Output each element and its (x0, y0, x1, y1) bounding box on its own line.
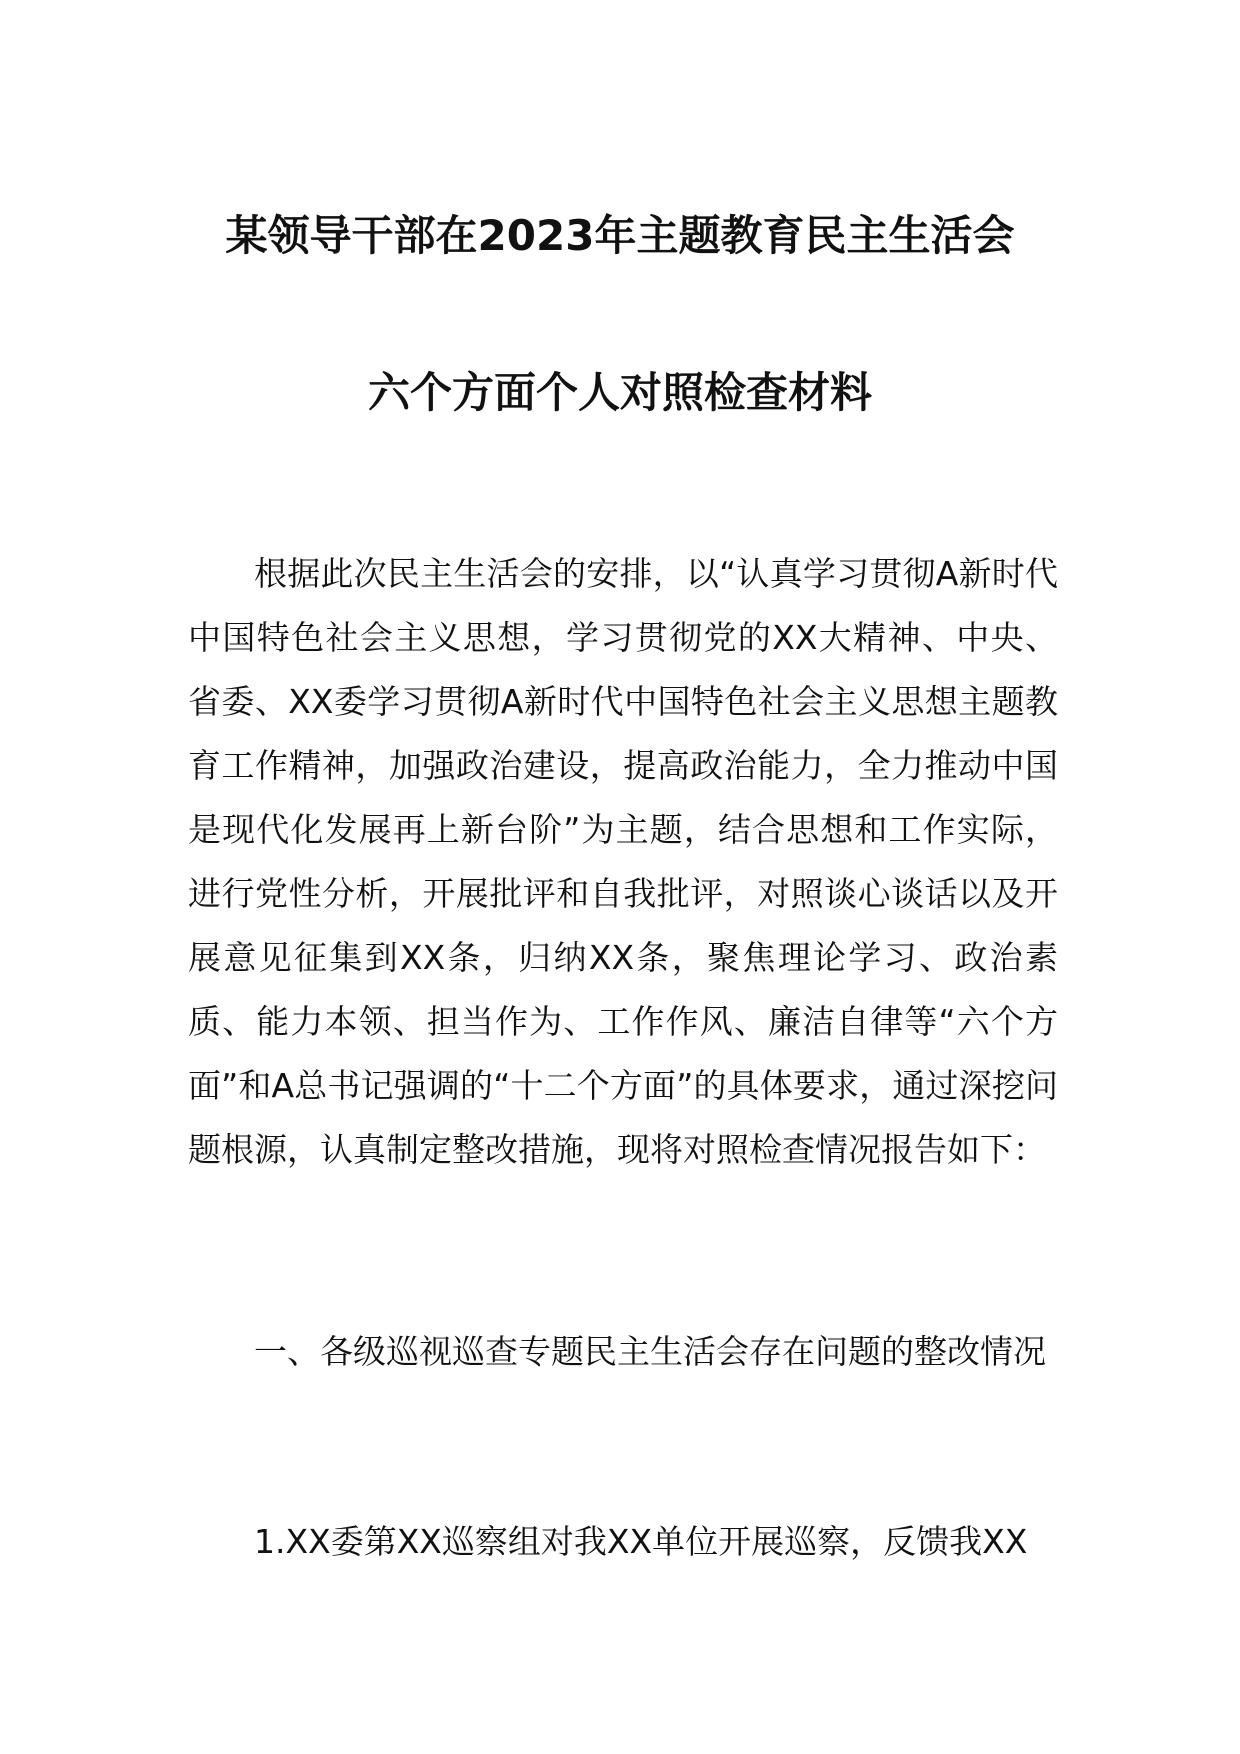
section-heading-block (188, 1320, 1058, 1384)
document-title-line-2: 六个方面个人对照检查材料 (367, 368, 872, 417)
list-item-block (188, 1510, 1058, 1574)
intro-paragraph: 根据此次民主生活会的安排，以“认真学习贯彻A新时代中国特色社会主义思想，学习贯彻党的XX大精神、中央、省委、XX委学习贯彻A新时代中国特色社会主义思想主题教育工作精神，加强政治建设，提高政治能力，全力推动中国是现代化发展再上新台阶”为主题，结合思想和工作实际，进行党性分析，开展批评和自我批评，对照谈心谈话以及开展意见征集到XX条，归纳XX条，聚焦理论学习、政治素质、能力本领、担当作为、工作作风、廉洁自律等“六个方面”和A总书记强调的“十二个方面”的具体要求，通过深挖问题根源，认真制定整改措施，现将对照检查情况报告如下： (188, 554, 1058, 1169)
intro-paragraph-block (188, 542, 1058, 1182)
section-heading: 一、各级巡视巡查专题民主生活会存在问题的整改情况 (254, 1332, 1046, 1371)
document-title-line-1: 某领导干部在2023年主题教育民主生活会 (225, 211, 1015, 260)
list-item-1: 1.XX委第XX巡察组对我XX单位开展巡察，反馈我XX (254, 1522, 1028, 1561)
